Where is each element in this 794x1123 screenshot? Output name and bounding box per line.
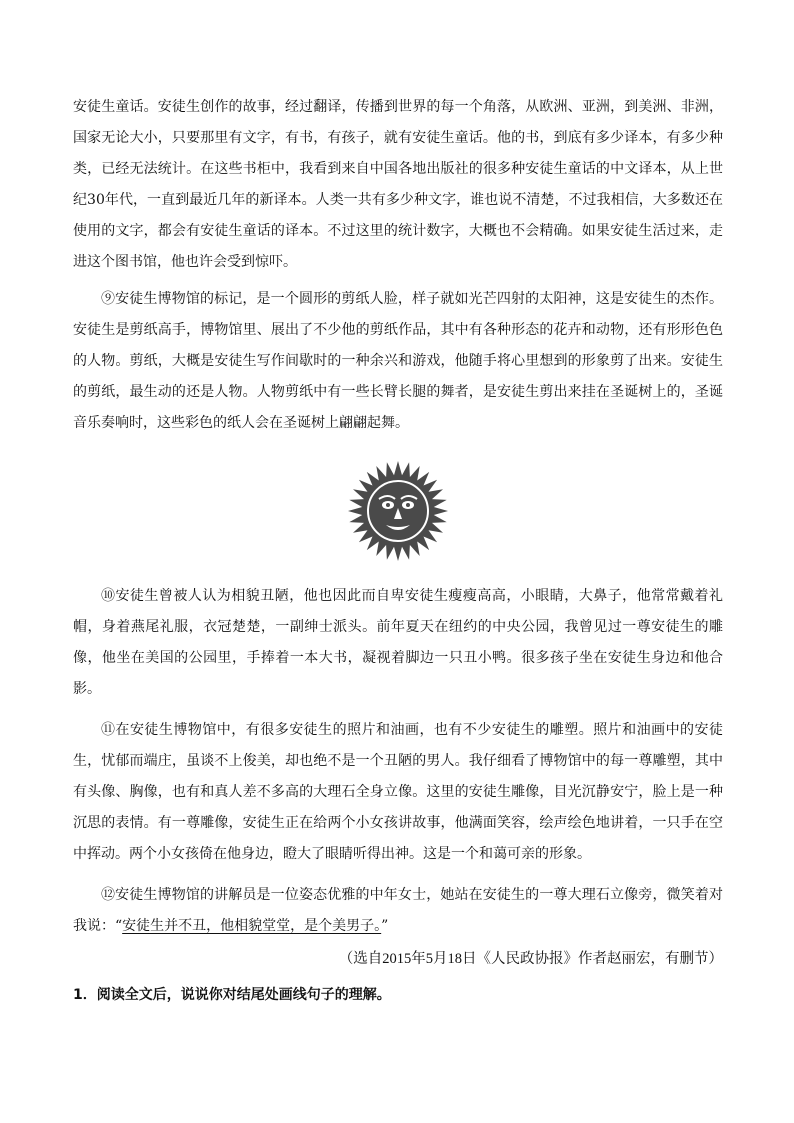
sun-face-papercut-icon [338, 461, 458, 561]
left-pupil [386, 503, 390, 507]
question-1: 1．阅读全文后，说说你对结尾处画线句子的理解。 [73, 987, 391, 1003]
source-citation: （选自2015年5月18日《人民政协报》作者赵丽宏，有删节） [338, 951, 723, 967]
document-page [73, 92, 723, 1007]
paragraph-12 [73, 880, 723, 942]
paragraph-10: ⑩安徒生曾被人认为相貌丑陋，他也因此而自卑安徒生瘦瘦高高，小眼睛，大鼻子，他常常戴着礼帽，身着燕尾礼服，衣冠楚楚，一副绅士派头。前年夏天在纽约的中央公园，我曾见过一尊安徒生的雕像，他坐在美国的公园里，手捧着一本大书，凝视着脚边一只丑小鸭。很多孩子坐在安徒生身边和他合影。 [73, 588, 723, 697]
paragraph-9: ⑨安徒生博物馆的标记，是一个圆形的剪纸人脸，样子就如光芒四射的太阳神，这是安徒生的杰作。安徒生是剪纸高手，博物馆里、展出了不少他的剪纸作品，其中有各种形态的花卉和动物，还有形形色色的人物。剪纸，大概是安徒生写作间歇时的一种余兴和游戏，他随手将心里想到的形象剪了出来。安徒生的剪纸，最生动的还是人物。人物剪纸中有一些长臂长腿的舞者，是安徒生剪出来挂在圣诞树上的，圣诞音乐奏响时，这些彩色的纸人会在圣诞树上翩翩起舞。 [73, 291, 723, 431]
underlined-sentence: 安徒生并不丑，他相貌堂堂，是个美男子。 [122, 918, 382, 934]
paragraph-12-lead: ⑫安徒生博物馆的讲解员是一位姿态优雅的中年女士，她站在安徒生的一尊大理石立像旁，微笑着对我说：“ [73, 887, 723, 934]
paragraph-continued: 安徒生童话。安徒生创作的故事，经过翻译，传播到世界的每一个角落，从欧洲、亚洲，到美洲、非洲，国家无论大小，只要那里有文字，有书，有孩子，就有安徒生童话。他的书，到底有多少译本，有多少种类，已经无法统计。在这些书柜中，我看到来自中国各地出版社的很多种安徒生童话的中文译本，从上世纪30年代，一直到最近几年的新译本。人类一共有多少种文字，谁也说不清楚，不过我相信，大多数还在使用的文字，都会有安徒生童话的译本。不过这里的统计数字，大概也不会精确。如果安徒生活过来，走进这个图书馆，他也许会受到惊吓。 [73, 99, 723, 270]
paragraph-12-tail: ” [381, 918, 389, 934]
paragraph-11: ⑪在安徒生博物馆中，有很多安徒生的照片和油画，也有不少安徒生的雕塑。照片和油画中的安徒生，忧郁而端庄，虽谈不上俊美，却也绝不是一个丑陋的男人。我仔细看了博物馆中的每一尊雕塑，其中有头像、胸像，也有和真人差不多高的大理石全身立像。这里的安徒生雕像，目光沉静安宁，脸上是一种沉思的表情。有一尊雕像，安徒生正在给两个小女孩讲故事，他满面笑容，绘声绘色地讲着，一只手在空中挥动。两个小女孩倚在他身边，瞪大了眼睛听得出神。这是一个和蔼可亲的形象。 [73, 722, 723, 862]
right-pupil [406, 503, 410, 507]
papercut-figure [73, 461, 723, 561]
